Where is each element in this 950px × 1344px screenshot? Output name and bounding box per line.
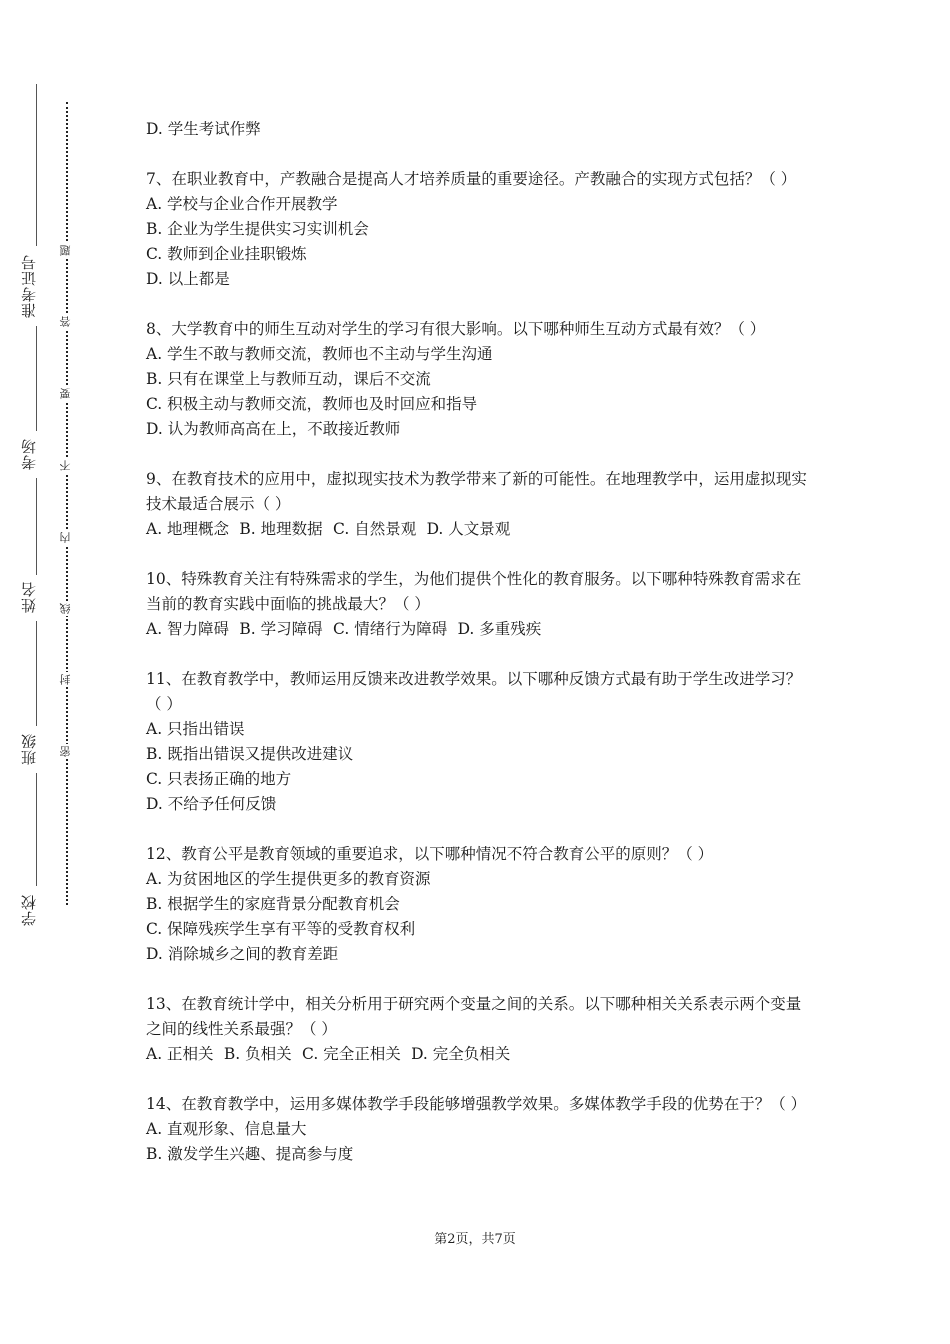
option-c: C. 情绪行为障碍 (333, 620, 448, 638)
fill-line (36, 84, 37, 246)
seal-char: 封 (59, 674, 72, 685)
option-d: D. 消除城乡之间的教育差距 (146, 945, 339, 963)
option-b: B. 学习障碍 (239, 620, 323, 638)
option-a: A. 为贫困地区的学生提供更多的教育资源 (146, 870, 431, 888)
option-d: D. 以上都是 (146, 270, 230, 288)
option-c: C. 保障残疾学生享有平等的受教育权利 (146, 920, 416, 938)
question-carryover (146, 117, 810, 142)
option-b: B. 企业为学生提供实习实训机会 (146, 220, 369, 238)
field-label-school: 学校 (20, 894, 38, 926)
question-stem: 12、教育公平是教育领域的重要追求，以下哪种情况不符合教育公平的原则？（ ） (146, 845, 714, 863)
option-a: A. 学生不敢与教师交流，教师也不主动与学生沟通 (146, 345, 493, 363)
option-d: D. 人文景观 (426, 520, 511, 538)
seal-char: 内 (59, 532, 72, 543)
question-stem: 14、在教育教学中，运用多媒体教学手段能够增强教学效果。多媒体教学手段的优势在于？（ ） (146, 1095, 807, 1113)
fill-line (36, 773, 37, 886)
fill-line (36, 326, 37, 431)
field-label-exam-room: 考场 (20, 438, 38, 470)
question-12 (146, 842, 810, 967)
question-stem: 8、大学教育中的师生互动对学生的学习有很大影响。以下哪种师生互动方式最有效？（ ） (146, 320, 766, 338)
question-10 (146, 567, 810, 642)
seal-char: 答 (59, 316, 72, 327)
page-number-footer: 第2页，共7页 (434, 1232, 516, 1247)
question-stem: 13、在教育统计学中，相关分析用于研究两个变量之间的关系。以下哪种相关关系表示两个变量之间的线性关系最强？（ ） (146, 995, 802, 1038)
option-b: B. 激发学生兴趣、提高参与度 (146, 1145, 354, 1163)
option-c: C. 积极主动与教师交流，教师也及时回应和指导 (146, 395, 478, 413)
field-label-exam-number: 准考证号 (20, 254, 38, 318)
exam-content (146, 117, 810, 1167)
question-11 (146, 667, 810, 817)
option-b: B. 只有在课堂上与教师互动，课后不交流 (146, 370, 431, 388)
question-13 (146, 992, 810, 1067)
question-stem: 11、在教育教学中，教师运用反馈来改进教学效果。以下哪种反馈方式最有助于学生改进学习？（ ） (146, 670, 802, 713)
question-stem: 9、在教育技术的应用中，虚拟现实技术为教学带来了新的可能性。在地理教学中，运用虚拟现实技术最适合展示（ ） (146, 470, 807, 513)
question-stem: 7、在职业教育中，产教融合是提高人才培养质量的重要途径。产教融合的实现方式包括？（ ） (146, 170, 797, 188)
seal-char: 不 (59, 460, 72, 471)
option-c: C. 只表扬正确的地方 (146, 770, 292, 788)
option-a: A. 正相关 (146, 1045, 214, 1063)
option-a: A. 地理概念 (146, 520, 230, 538)
seal-dotted-line (66, 102, 68, 905)
inline-options (146, 1042, 810, 1067)
question-stem: 10、特殊教育关注有特殊需求的学生，为他们提供个性化的教育服务。以下哪种特殊教育需求在当前的教育实践中面临的挑战最大？（ ） (146, 570, 802, 613)
seal-char: 密 (59, 746, 72, 757)
fill-line (36, 621, 37, 726)
binding-margin (0, 0, 100, 1344)
question-14 (146, 1092, 810, 1167)
option: D. 学生考试作弊 (146, 120, 261, 138)
inline-options (146, 517, 810, 542)
option-a: A. 只指出错误 (146, 720, 245, 738)
option-d: D. 多重残疾 (457, 620, 542, 638)
option-c: C. 教师到企业挂职锻炼 (146, 245, 307, 263)
option-b: B. 地理数据 (239, 520, 323, 538)
question-7 (146, 167, 810, 292)
seal-char: 题 (59, 245, 72, 256)
field-label-class: 班级 (20, 733, 38, 765)
option-c: C. 自然景观 (333, 520, 417, 538)
option-b: B. 负相关 (223, 1045, 292, 1063)
field-label-name: 姓名 (20, 581, 38, 613)
option-d: D. 不给予任何反馈 (146, 795, 277, 813)
question-8 (146, 317, 810, 442)
option-c: C. 完全正相关 (302, 1045, 401, 1063)
option-d: D. 认为教师高高在上，不敢接近教师 (146, 420, 401, 438)
seal-char: 要 (59, 388, 72, 399)
option-a: A. 智力障碍 (146, 620, 230, 638)
inline-options (146, 617, 810, 642)
fill-line (36, 478, 37, 575)
seal-char: 线 (59, 603, 72, 614)
option-b: B. 既指出错误又提供改进建议 (146, 745, 354, 763)
option-d: D. 完全负相关 (411, 1045, 511, 1063)
option-b: B. 根据学生的家庭背景分配教育机会 (146, 895, 400, 913)
option-a: A. 直观形象、信息量大 (146, 1120, 307, 1138)
question-9 (146, 467, 810, 542)
option-a: A. 学校与企业合作开展教学 (146, 195, 338, 213)
